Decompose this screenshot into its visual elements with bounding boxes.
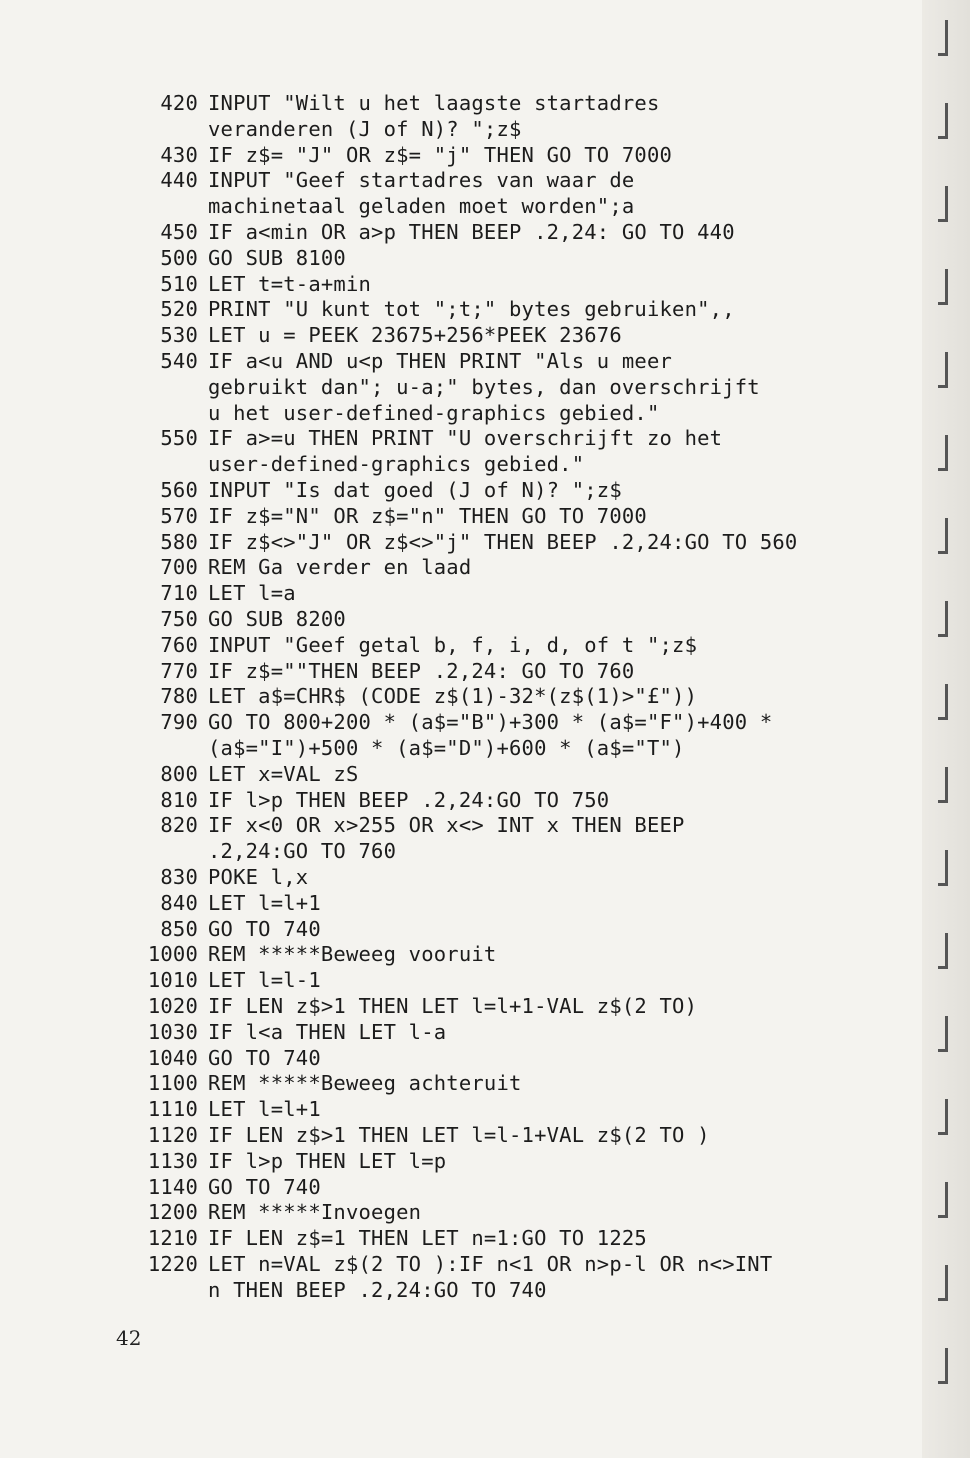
line-code: INPUT "Wilt u het laagste startadres [208,91,660,115]
margin-mark [938,20,948,56]
line-number: 1030 [147,1019,198,1044]
line-number: 1040 [147,1045,198,1070]
line-code: REM *****Beweeg vooruit [208,942,497,967]
line-number: 1220 [147,1252,198,1276]
line-code: n THEN BEEP .2,24:GO TO 740 [208,1277,547,1302]
line-number: 1210 [147,1226,198,1251]
line-number: 830 [160,865,198,889]
line-number: 800 [160,761,198,786]
margin-mark [938,1099,948,1135]
line-number: 1200 [147,1200,198,1225]
line-number: 770 [160,658,198,683]
line-code: IF a>=u THEN PRINT "U overschrijft zo het [208,426,723,451]
line-code: IF LEN z$=1 THEN LET n=1:GO TO 1225 [208,1226,647,1251]
line-code: gebruikt dan"; u-a;" bytes, dan overschrijft [208,374,760,399]
margin-mark [938,767,948,803]
line-code: LET l=a [208,581,296,606]
line-code: LET t=t-a+min [208,271,372,296]
line-code: LET l=l+1 [208,890,321,915]
line-number: 850 [160,916,198,941]
margin-mark [938,850,948,886]
line-code: INPUT "Is dat goed (J of N)? ";z$ [208,478,622,502]
margin-mark [938,518,948,554]
line-code: (a$="I")+500 * (a$="D")+600 * (a$="T") [208,736,685,760]
line-code: GO TO 740 [208,1174,321,1199]
line-code: IF a<min OR a>p THEN BEEP .2,24: GO TO 440 [208,220,735,244]
line-code: IF z$="N" OR z$="n" THEN GO TO 7000 [208,503,647,528]
line-number: 1100 [147,1071,198,1096]
line-code: machinetaal geladen moet worden";a [208,194,635,219]
line-number: 790 [160,710,198,735]
line-code: veranderen (J of N)? ";z$ [208,116,522,141]
line-code: PRINT "U kunt tot ";t;" bytes gebruiken",, [208,297,735,322]
margin-mark [938,1265,948,1301]
line-number: 580 [160,529,198,554]
line-code: GO TO 740 [208,916,321,941]
line-number: 840 [160,890,198,915]
line-code: POKE l,x [208,865,309,889]
line-code: IF z$=""THEN BEEP .2,24: GO TO 760 [208,658,635,683]
margin-mark [938,684,948,720]
line-number: 540 [160,349,198,373]
line-number: 560 [160,478,198,502]
line-code: REM *****Beweeg achteruit [208,1071,522,1096]
line-code: IF LEN z$>1 THEN LET l=l+1-VAL z$(2 TO) [208,994,698,1018]
line-code: REM *****Invoegen [208,1200,422,1225]
line-number: 760 [160,632,198,657]
line-code: IF x<0 OR x>255 OR x<> INT x THEN BEEP [208,813,685,838]
line-number: 450 [160,220,198,244]
line-code: IF l>p THEN BEEP .2,24:GO TO 750 [208,787,610,812]
line-number: 1140 [147,1174,198,1199]
line-number: 810 [160,787,198,812]
line-code: LET a$=CHR$ (CODE z$(1)-32*(z$(1)>"£")) [208,684,698,709]
line-number: 420 [160,91,198,115]
line-number: 1000 [147,942,198,967]
line-number: 710 [160,581,198,606]
line-number: 500 [160,245,198,270]
line-code: LET x=VAL zS [208,761,359,786]
line-code: LET l=l-1 [208,968,321,993]
line-code: REM Ga verder en laad [208,555,472,580]
line-number: 440 [160,168,198,193]
line-code: INPUT "Geef startadres van waar de [208,168,635,193]
line-code: u het user-defined-graphics gebied." [208,400,660,425]
line-code: IF l<a THEN LET l-a [208,1019,447,1044]
line-code: INPUT "Geef getal b, f, i, d, of t ";z$ [208,632,698,657]
line-code: user-defined-graphics gebied." [208,452,585,477]
line-code: LET u = PEEK 23675+256*PEEK 23676 [208,323,622,348]
line-code: IF z$<>"J" OR z$<>"j" THEN BEEP .2,24:GO TO 560 [208,529,798,554]
line-number: 430 [160,142,198,167]
line-code: GO SUB 8200 [208,607,346,631]
margin-mark [938,1016,948,1052]
line-number: 1120 [147,1123,198,1147]
line-number: 1020 [147,994,198,1018]
margin-mark [938,352,948,388]
margin-mark [938,103,948,139]
line-code: IF a<u AND u<p THEN PRINT "Als u meer [208,349,673,373]
line-code: IF z$= "J" OR z$= "j" THEN GO TO 7000 [208,142,673,167]
line-code: LET n=VAL z$(2 TO ):IF n<1 OR n>p-l OR n<>INT [208,1252,773,1276]
margin-mark [938,1182,948,1218]
margin-mark [938,186,948,222]
margin-mark [938,1348,948,1384]
line-number: 1130 [147,1148,198,1173]
page-number: 42 [116,1326,142,1350]
line-code: IF l>p THEN LET l=p [208,1148,447,1173]
line-number: 520 [160,297,198,322]
line-number: 780 [160,684,198,709]
line-code: .2,24:GO TO 760 [208,839,397,864]
line-number: 1110 [147,1097,198,1122]
line-number: 510 [160,271,198,296]
line-code: GO TO 800+200 * (a$="B")+300 * (a$="F")+400 * [208,710,773,735]
line-code: IF LEN z$>1 THEN LET l=l-1+VAL z$(2 TO ) [208,1123,710,1147]
line-code: GO TO 740 [208,1045,321,1070]
margin-mark [938,601,948,637]
line-number: 750 [160,607,198,631]
line-number: 820 [160,813,198,838]
margin-mark [938,933,948,969]
line-number: 700 [160,555,198,580]
line-number: 550 [160,426,198,451]
line-code: GO SUB 8100 [208,245,346,270]
line-number: 570 [160,503,198,528]
line-code: LET l=l+1 [208,1097,321,1122]
line-number: 1010 [147,968,198,993]
margin-mark [938,435,948,471]
line-number: 530 [160,323,198,348]
margin-mark [938,269,948,305]
